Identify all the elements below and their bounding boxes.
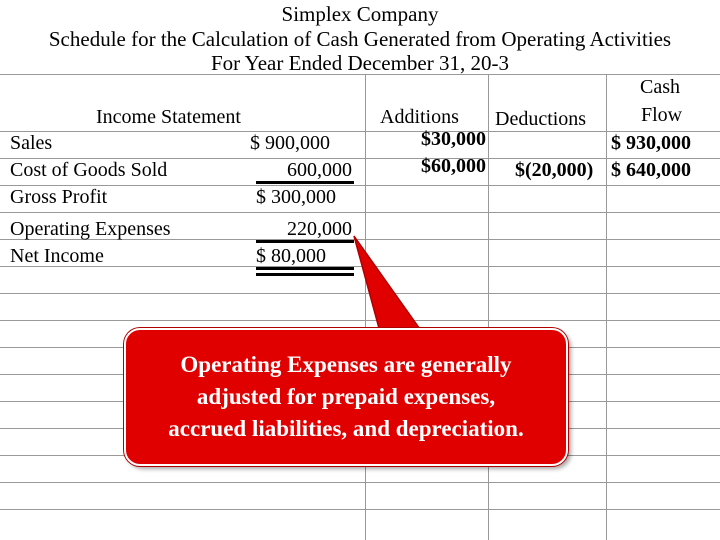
- column-divider: [606, 74, 607, 540]
- period-title: For Year Ended December 31, 20-3: [210, 51, 509, 75]
- grid-line: [0, 482, 720, 483]
- income-statement-header: Income Statement: [96, 106, 241, 128]
- callout-line: adjusted for prepaid expenses,: [196, 384, 496, 409]
- amount-gross-profit: $ 300,000: [256, 186, 336, 208]
- schedule-title: Schedule for the Calculation of Cash Generated from Operating Activities: [48, 27, 672, 51]
- callout-line: accrued liabilities, and depreciation.: [168, 416, 524, 441]
- total-double-underline: [256, 267, 354, 270]
- deduction-cogs: $(20,000): [515, 159, 594, 181]
- amount-operating-expenses: 220,000: [287, 218, 352, 240]
- cash-flow-header-line1: Cash: [640, 76, 680, 98]
- row-label-gross-profit: Gross Profit: [10, 186, 108, 208]
- subtotal-underline: [256, 181, 354, 184]
- callout-line: Operating Expenses are generally: [180, 352, 512, 377]
- row-label-sales: Sales: [10, 132, 53, 154]
- addition-sales: $30,000: [421, 128, 486, 150]
- addition-cogs: $60,000: [421, 155, 486, 177]
- row-label-cogs: Cost of Goods Sold: [10, 159, 168, 181]
- total-double-underline: [256, 273, 354, 276]
- callout-box: [124, 328, 568, 466]
- deductions-header: Deductions: [495, 108, 587, 130]
- additions-header: Additions: [380, 106, 459, 128]
- row-label-operating-expenses: Operating Expenses: [10, 218, 171, 240]
- amount-net-income: $ 80,000: [256, 245, 326, 267]
- cash-flow-sales: $ 930,000: [611, 132, 691, 154]
- amount-sales: $ 900,000: [250, 132, 330, 154]
- callout-pointer: [350, 232, 430, 342]
- cash-flow-header-line2: Flow: [641, 104, 683, 126]
- subtotal-underline: [256, 240, 354, 243]
- grid-line: [0, 509, 720, 510]
- grid-line: [0, 212, 720, 213]
- row-label-net-income: Net Income: [10, 245, 104, 267]
- amount-cogs: 600,000: [287, 159, 352, 181]
- cash-flow-cogs: $ 640,000: [611, 159, 691, 181]
- column-divider: [488, 74, 489, 540]
- grid-line: [0, 185, 720, 186]
- grid-line: [0, 74, 720, 75]
- company-title: Simplex Company: [281, 2, 439, 26]
